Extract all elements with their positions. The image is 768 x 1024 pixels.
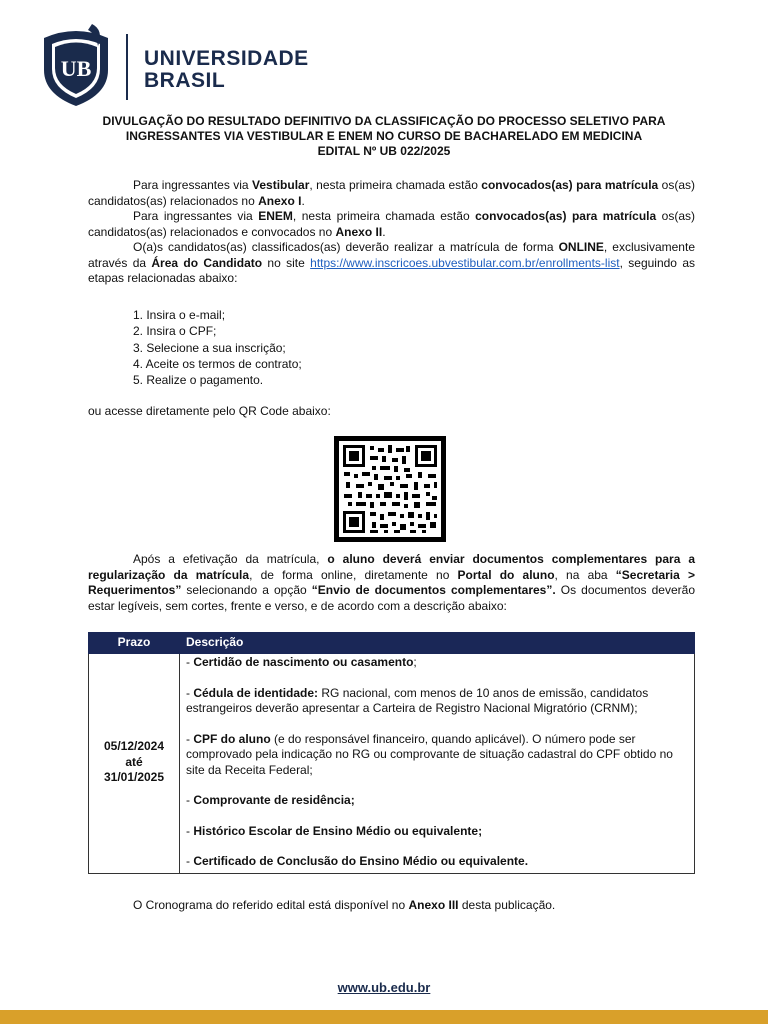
university-name bbox=[144, 48, 309, 92]
logo-divider bbox=[126, 34, 128, 100]
qr-intro-text: ou acesse diretamente pelo QR Code abaixo: bbox=[88, 404, 331, 418]
paragraph-vestibular: Para ingressantes via Vestibular, nesta primeira chamada estão convocados(as) para matrícula os(as) candidatos(as) relacionados no Anexo I. bbox=[88, 178, 696, 208]
header bbox=[40, 20, 440, 110]
title-line2: INGRESSANTES VIA VESTIBULAR E ENEM NO CURSO DE BACHARELADO EM MEDICINA bbox=[125, 129, 643, 143]
title-line3: EDITAL Nº UB 022/2025 bbox=[317, 144, 451, 158]
list-item: 1. Insira o e-mail; bbox=[133, 308, 226, 322]
list-item: 4. Aceite os termos de contrato; bbox=[133, 356, 302, 371]
description-cell bbox=[180, 654, 695, 874]
university-name-line2: BRASIL bbox=[144, 69, 226, 92]
column-header-prazo: Prazo bbox=[89, 633, 180, 654]
qr-code[interactable] bbox=[334, 436, 446, 542]
document-title bbox=[60, 114, 708, 159]
deadline-cell bbox=[89, 654, 180, 874]
university-shield-logo-icon bbox=[40, 20, 112, 108]
document-item-proof-of-residence: - Comprovante de residência; bbox=[186, 793, 355, 807]
deadline-separator: até bbox=[125, 754, 143, 769]
svg-text:UB: UB bbox=[60, 56, 92, 81]
enrollment-steps-list bbox=[133, 307, 302, 388]
table-header-row bbox=[89, 633, 695, 654]
enrollment-link[interactable]: https://www.inscricoes.ubvestibular.com.br/enrollments-list bbox=[310, 255, 620, 270]
table-row bbox=[89, 654, 695, 874]
paragraph-enem: Para ingressantes via ENEM, nesta primeira chamada estão convocados(as) para matrícula os(as) candidatos(as) relacionados e convocados no Anexo II. bbox=[88, 209, 696, 239]
document-item-cpf: - CPF do aluno (e do responsável financeiro, quando aplicável). O número pode ser comprovado pela indicação no RG ou comprovante de situação cadastral do CPF obtido no site da Receita Federal; bbox=[186, 731, 673, 777]
paragraph-online-enrollment: O(a)s candidatos(as) classificados(as) deverão realizar a matrícula de forma ONLINE, exclusivamente através da Área do Candidato no site https://www.inscricoes.ubvestibular.com.br/enrollments-list, seguindo as etapas relacionadas abaixo: bbox=[88, 240, 695, 285]
university-name-line1: UNIVERSIDADE bbox=[144, 47, 309, 70]
document-item-completion-certificate: - Certificado de Conclusão do Ensino Médio ou equivalente. bbox=[186, 854, 529, 868]
list-item: 2. Insira o CPF; bbox=[133, 324, 217, 339]
document-item-identity-card: - Cédula de identidade: RG nacional, com menos de 10 anos de emissão, candidatos estrangeiros deverão apresentar a Carteira de Registro Nacional Migratório (CRNM); bbox=[186, 685, 649, 715]
list-item: 5. Realize o pagamento. bbox=[133, 373, 264, 388]
documents-table bbox=[88, 632, 695, 874]
document-item-school-transcript: - Histórico Escolar de Ensino Médio ou equivalente; bbox=[186, 823, 483, 838]
footer-website-link[interactable]: www.ub.edu.br bbox=[337, 980, 431, 995]
deadline-start: 05/12/2024 bbox=[103, 739, 165, 753]
qr-code-icon bbox=[334, 436, 446, 542]
deadline-end: 31/01/2025 bbox=[103, 770, 165, 784]
footer-bar bbox=[0, 1010, 768, 1024]
list-item: 3. Selecione a sua inscrição; bbox=[133, 340, 286, 355]
paragraph-complementary-documents: Após a efetivação da matrícula, o aluno deverá enviar documentos complementares para a regularização da matrícula, de forma online, diretamente no Portal do aluno, na aba “Secretaria > Requerimentos” selecionando a opção “Envio de documentos complementares”. Os documentos deverão estar legíveis, sem cortes, frente e verso, e de acordo com a descrição abaixo: bbox=[88, 552, 695, 613]
document-item-birth-certificate: - Certidão de nascimento ou casamento; bbox=[186, 655, 417, 669]
column-header-descricao: Descrição bbox=[180, 633, 695, 654]
title-line1: DIVULGAÇÃO DO RESULTADO DEFINITIVO DA CLASSIFICAÇÃO DO PROCESSO SELETIVO PARA bbox=[102, 114, 666, 128]
paragraph-schedule: O Cronograma do referido edital está disponível no Anexo III desta publicação. bbox=[133, 898, 556, 912]
